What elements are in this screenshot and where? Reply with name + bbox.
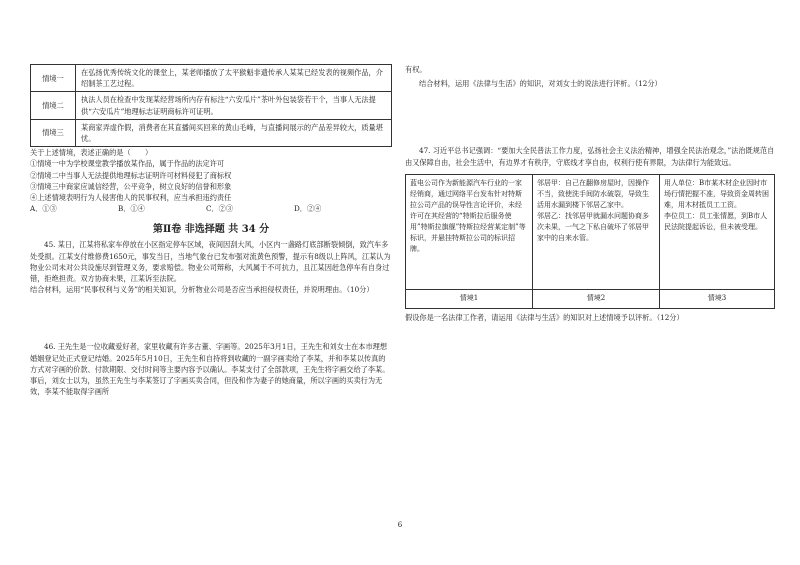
right-column	[405, 0, 775, 323]
option-a: A．①③	[30, 204, 57, 214]
question-46: 46. 王先生是一位收藏爱好者，家里收藏有许多古董、字画等。2025年3月1日，王先生和刘女士在本市理想婚姻登记处正式登记结婚。2025年5月10日，王先生和自持将到收藏的一副字画卖给了李某，并和李某以传真的方式对字画的价款、付款期限、交付时间等主要内容予以确认。李某支付了全部款项，王先生将字画交给了李某。事后，刘女士以为，虽然王先生与李某签订了字画买卖合同，但没和作为妻子的她商量，所以字画的买卖行为无效，李某不能取得字画所	[30, 342, 390, 397]
scenario-text: 某商家弄虚作假，消费者在其直播间买回来的黄山毛峰，与直播间展示的产品差异较大，质量堪忧。	[76, 119, 392, 146]
scenario-table	[30, 64, 392, 147]
statement: ④上述情境表明行为人侵害他人的民事权利，应当承担违约责任	[30, 193, 232, 203]
case-1-label: 情境1	[406, 289, 533, 308]
case-table	[405, 174, 775, 309]
page-number: 6	[397, 521, 403, 529]
case-2-label: 情境2	[533, 289, 660, 308]
case-3-text: 用人单位：B市某木材企业因时市场行情把握不准，导致资金周转困难，用木材抵员工工资。 李位员工：员工张情愿，到B市人民法院提起诉讼，但未被受理。	[660, 174, 775, 289]
question-47: 47. 习近平总书记强调：“要加大全民普法工作力度，弘扬社会主义法治精神，增强全民法治观念，”法治既规范自由又保障自由，社会生活中，有边界才有秩序，守底线才享自由，权利行使有界限，为法律行为能致远。	[405, 146, 775, 167]
question-45: 45. 某日，江某将私家车停放在小区指定停车区域，夜间因刮大风，小区内一盏路灯底部断裂倾倒，致汽车多处受损。江某支付维修费1650元，事发当日，当地气象台已发布强对流黄色预警，提示有8级以上阵风，江某认为物业公司未对公共设施尽到管理义务，要求赔偿。物业公司辩称，大风属于不可抗力，且江某因赶急停车有自身过错，拒绝担责。双方协商未果，江某诉至法院。	[30, 240, 391, 284]
scenario-text: 在弘扬优秀传统文化的课堂上，某老师播放了太平猴魁非遗传承人某某已经发表的视频作品，介绍制茶工艺过程。	[76, 65, 392, 92]
table-row	[31, 65, 392, 92]
statement: ③情境三中商家应诚信经营，公平竞争，树立良好的信誉和形象	[30, 181, 232, 191]
statement: ②情境二中当事人无法提供地理标志证明许可材料侵犯了商标权	[30, 170, 232, 180]
question-45-task: 结合材料，运用“民事权利与义务”的相关知识，分析物业公司是否应当承担侵权责任，并说明理由。（10分）	[30, 285, 374, 295]
scenario-label: 情境二	[31, 92, 76, 119]
case-1-text: 蓝电公司作为新能源汽车行业的一家经销商，通过网络平台发布针对特斯拉公司产品的误导性言论评价，未经许可在其经营的“特斯拉后服务使用”特斯拉旗舰”特斯拉经营某定制”等标识，并悬挂特斯拉公司的标识招牌。	[406, 174, 533, 289]
table-row	[31, 92, 392, 119]
table-row	[31, 119, 392, 146]
left-column	[30, 0, 392, 397]
question-47-task: 假设你是一名法律工作者，请运用《法律与生活》的知识对上述情境予以评析。（12分）	[405, 312, 684, 322]
option-d: D．②④	[294, 204, 322, 214]
table-row	[406, 174, 775, 289]
scenario-label: 情境三	[31, 119, 76, 146]
question-stem: 关于上述情境，表述正确的是（ ）	[30, 148, 153, 158]
question-46-task: 结合材料，运用《法律与生活》的知识，对刘女士的说法进行评析。（12分）	[419, 79, 662, 89]
scenario-text: 执法人员在检查中发现某经营场所内存有标注“六安瓜片”茶叶外包装袋若干个，当事人无法提供“六安瓜片”地理标志证明商标许可证明。	[76, 92, 392, 119]
case-3-label: 情境3	[660, 289, 775, 308]
question-46-continued: 有权。	[405, 65, 427, 74]
case-2-text: 邻居甲：自己在翻修房屋时，因操作不当，致使洗手间防水破裂，导致生活用水漏到楼下邻居乙家中。 邻居乙：找邻居甲就漏水问题协商多次未果，一气之下私自破坏了邻居甲家中的自来水管。	[533, 174, 660, 289]
option-c: C．②③	[206, 204, 234, 214]
option-b: B．①④	[118, 204, 145, 214]
scenario-label: 情境一	[31, 65, 76, 92]
section-heading: 第Ⅱ卷 非选择题 共 34 分	[152, 224, 270, 236]
table-row	[406, 289, 775, 308]
statement: ①情境一中为学校课堂教学播放某作品，属于作品的法定许可	[30, 159, 225, 169]
answer-options	[30, 203, 392, 214]
